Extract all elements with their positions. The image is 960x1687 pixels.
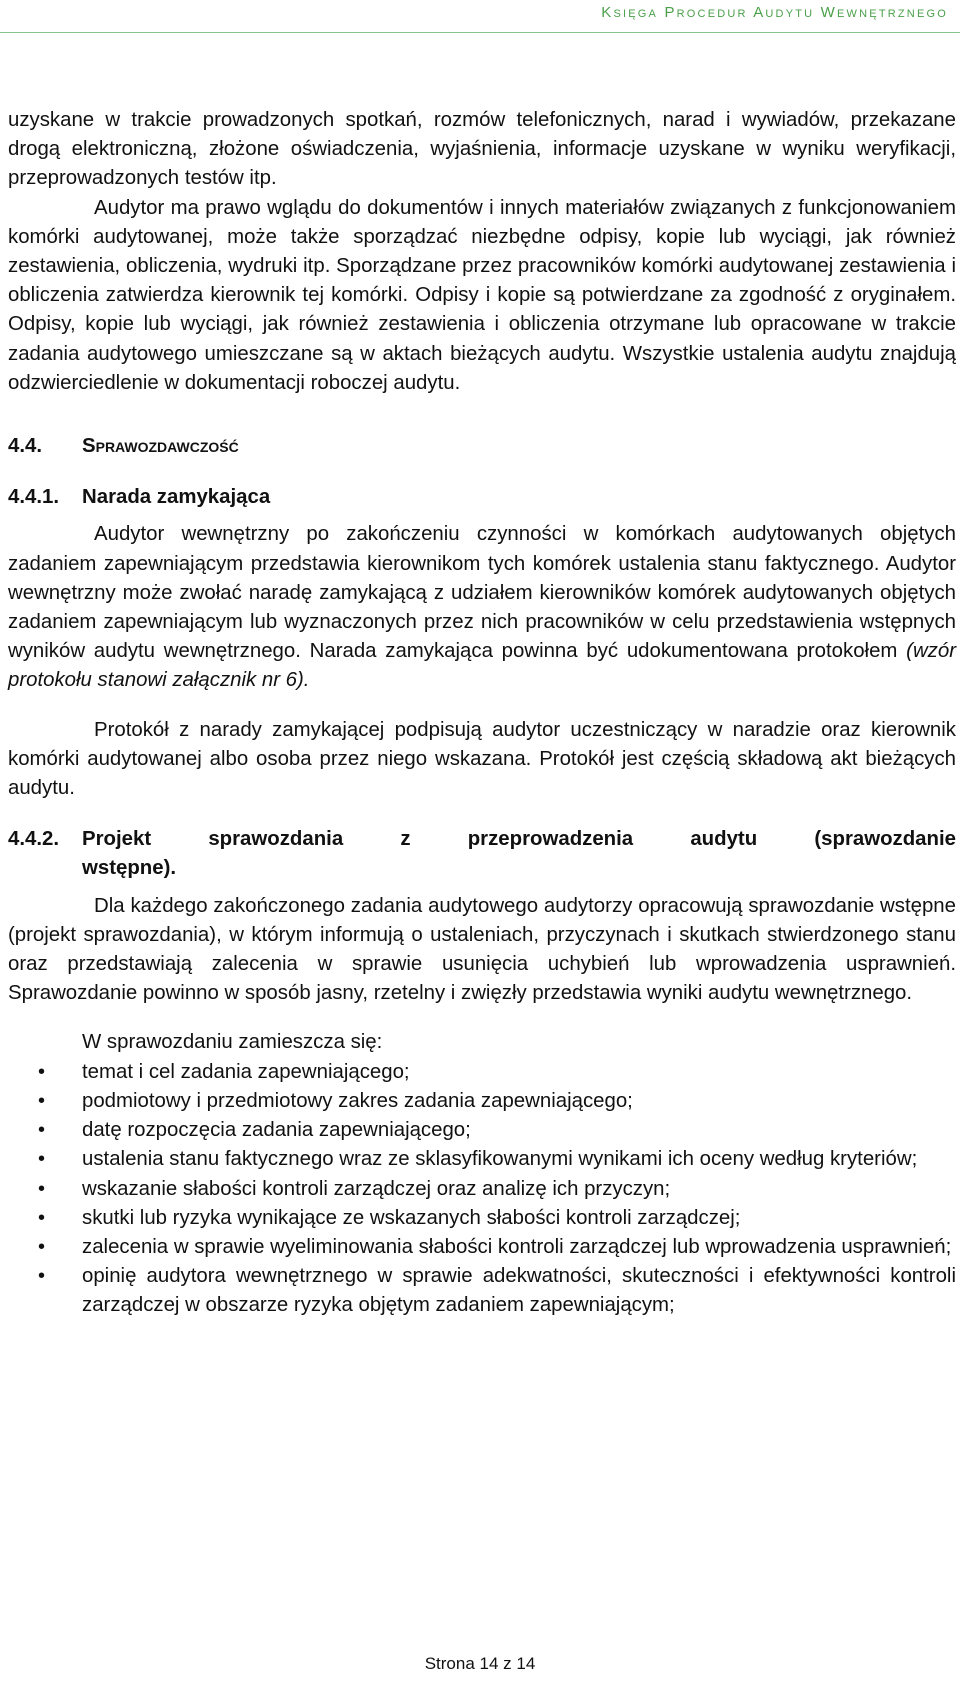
closing-meeting-annex-note: (wzór protokołu stanowi załącznik nr 6). [8,640,956,692]
bullet-icon: • [38,1177,46,1200]
subsection-title-continued: wstępne). [82,857,177,880]
subsection-heading-4-4-2 [8,825,956,854]
list-item: • wskazanie słabości kontroli zarządczej oraz analizę ich przyczyn; [8,1175,956,1204]
list-item: • skutki lub ryzyka wynikające ze wskazanych słabości kontroli zarządczej; [8,1204,956,1233]
list-item: • ustalenia stanu faktycznego wraz ze sklasyfikowanymi wynikami ich oceny według kryteriów; [8,1145,956,1174]
subsection-heading-4-4-2-cont [8,854,956,883]
bullet-icon: • [38,1235,46,1258]
list-item: • datę rozpoczęcia zadania zapewniającego; [8,1116,956,1145]
list-intro: W sprawozdaniu zamieszcza się: [82,1031,383,1054]
page-content [8,106,956,1321]
subsection-heading-4-4-1 [8,483,956,512]
page-number-footer: Strona 14 z 14 [424,1654,536,1673]
subsection-title: Projekt sprawozdania z przeprowadzenia audytu (sprawozdanie [82,828,956,851]
subsection-number: 4.4.2. [8,828,60,851]
report-contents-list [8,1058,956,1321]
running-header-title: Księga Procedur Audytu Wewnętrznego [601,4,948,21]
section-heading-4-4 [8,432,956,461]
header-divider [0,32,960,33]
bullet-icon: • [38,1060,46,1083]
paragraph-closing-meeting [8,520,956,695]
section-number: 4.4. [8,435,43,458]
bullet-icon: • [38,1089,46,1112]
subsection-number: 4.4.1. [8,486,60,509]
section-title: Sprawozdawczość [82,435,239,458]
paragraph-protocol-signing: Protokół z narady zamykającej podpisują audytor uczestniczący w naradzie oraz kierownik komórki audytowanej albo osoba przez niego wskazana. Protokół jest częścią składową akt bieżących audytu. [8,718,956,800]
list-item: • podmiotowy i przedmiotowy zakres zadania zapewniającego; [8,1087,956,1116]
list-item: • temat i cel zadania zapewniającego; [8,1058,956,1087]
bullet-icon: • [38,1119,46,1142]
paragraph-audit-access: Audytor ma prawo wglądu do dokumentów i innych materiałów związanych z funkcjonowaniem komórki audytowanej, może także sporządzać niezbędne odpisy, kopie lub wyciągi, jak również zestawienia, obliczenia, wydruki itp. Sporządzane przez pracowników komórki audytowanej zestawienia i obliczenia zatwierdza kierownik tej komórki. Odpisy i kopie są potwierdzane za zgodność z oryginałem. Odpisy, kopie lub wyciągi, jak również zestawienia i obliczenia otrzymane lub opracowane w trakcie zadania audytowego umieszczane są w aktach bieżących audytu. Wszystkie ustalenia audytu znajdują odzwierciedlenie w dokumentacji roboczej audytu. [8,196,956,394]
subsection-title: Narada zamykająca [82,486,271,509]
bullet-icon: • [38,1265,46,1288]
paragraph-draft-report: Dla każdego zakończonego zadania audytowego audytorzy opracowują sprawozdanie wstępne (projekt sprawozdania), w którym informują o ustaleniach, przyczynach i skutkach stwierdzonego stanu oraz przedstawiają zalecenia w sprawie usunięcia uchybień lub wprowadzenia usprawnień. Sprawozdanie powinno w sposób jasny, rzetelny i zwięzły przedstawia wyniki audytu wewnętrznego. [8,894,956,1005]
closing-meeting-text: Audytor wewnętrzny po zakończeniu czynności w komórkach audytowanych objętych zadaniem zapewniającym przedstawia kierownikom tych komórek ustalenia stanu faktycznego. Audytor wewnętrzny może zwołać naradę zamykającą z udziałem kierowników komórek audytowanych objętych zadaniem zapewniającym lub wyznaczonych przez nich pracowników w celu przedstawienia wstępnych wyników audytu wewnętrznego. Narada zamykająca powinna być udokumentowana protokołem [8,523,956,663]
bullet-icon: • [38,1206,46,1229]
paragraph-continuation: uzyskane w trakcie prowadzonych spotkań, rozmów telefonicznych, narad i wywiadów, przekazane drogą elektroniczną, złożone oświadczenia, wyjaśnienia, informacje uzyskane w wyniku weryfikacji, przeprowadzonych testów itp. [8,109,956,190]
list-item: • zalecenia w sprawie wyeliminowania słabości kontroli zarządczej lub wprowadzenia usprawnień; [8,1233,956,1262]
bullet-icon: • [38,1148,46,1171]
list-item: • opinię audytora wewnętrznego w sprawie adekwatności, skuteczności i efektywności kontroli zarządczej w obszarze ryzyka objętym zadaniem zapewniającym; [8,1262,956,1320]
